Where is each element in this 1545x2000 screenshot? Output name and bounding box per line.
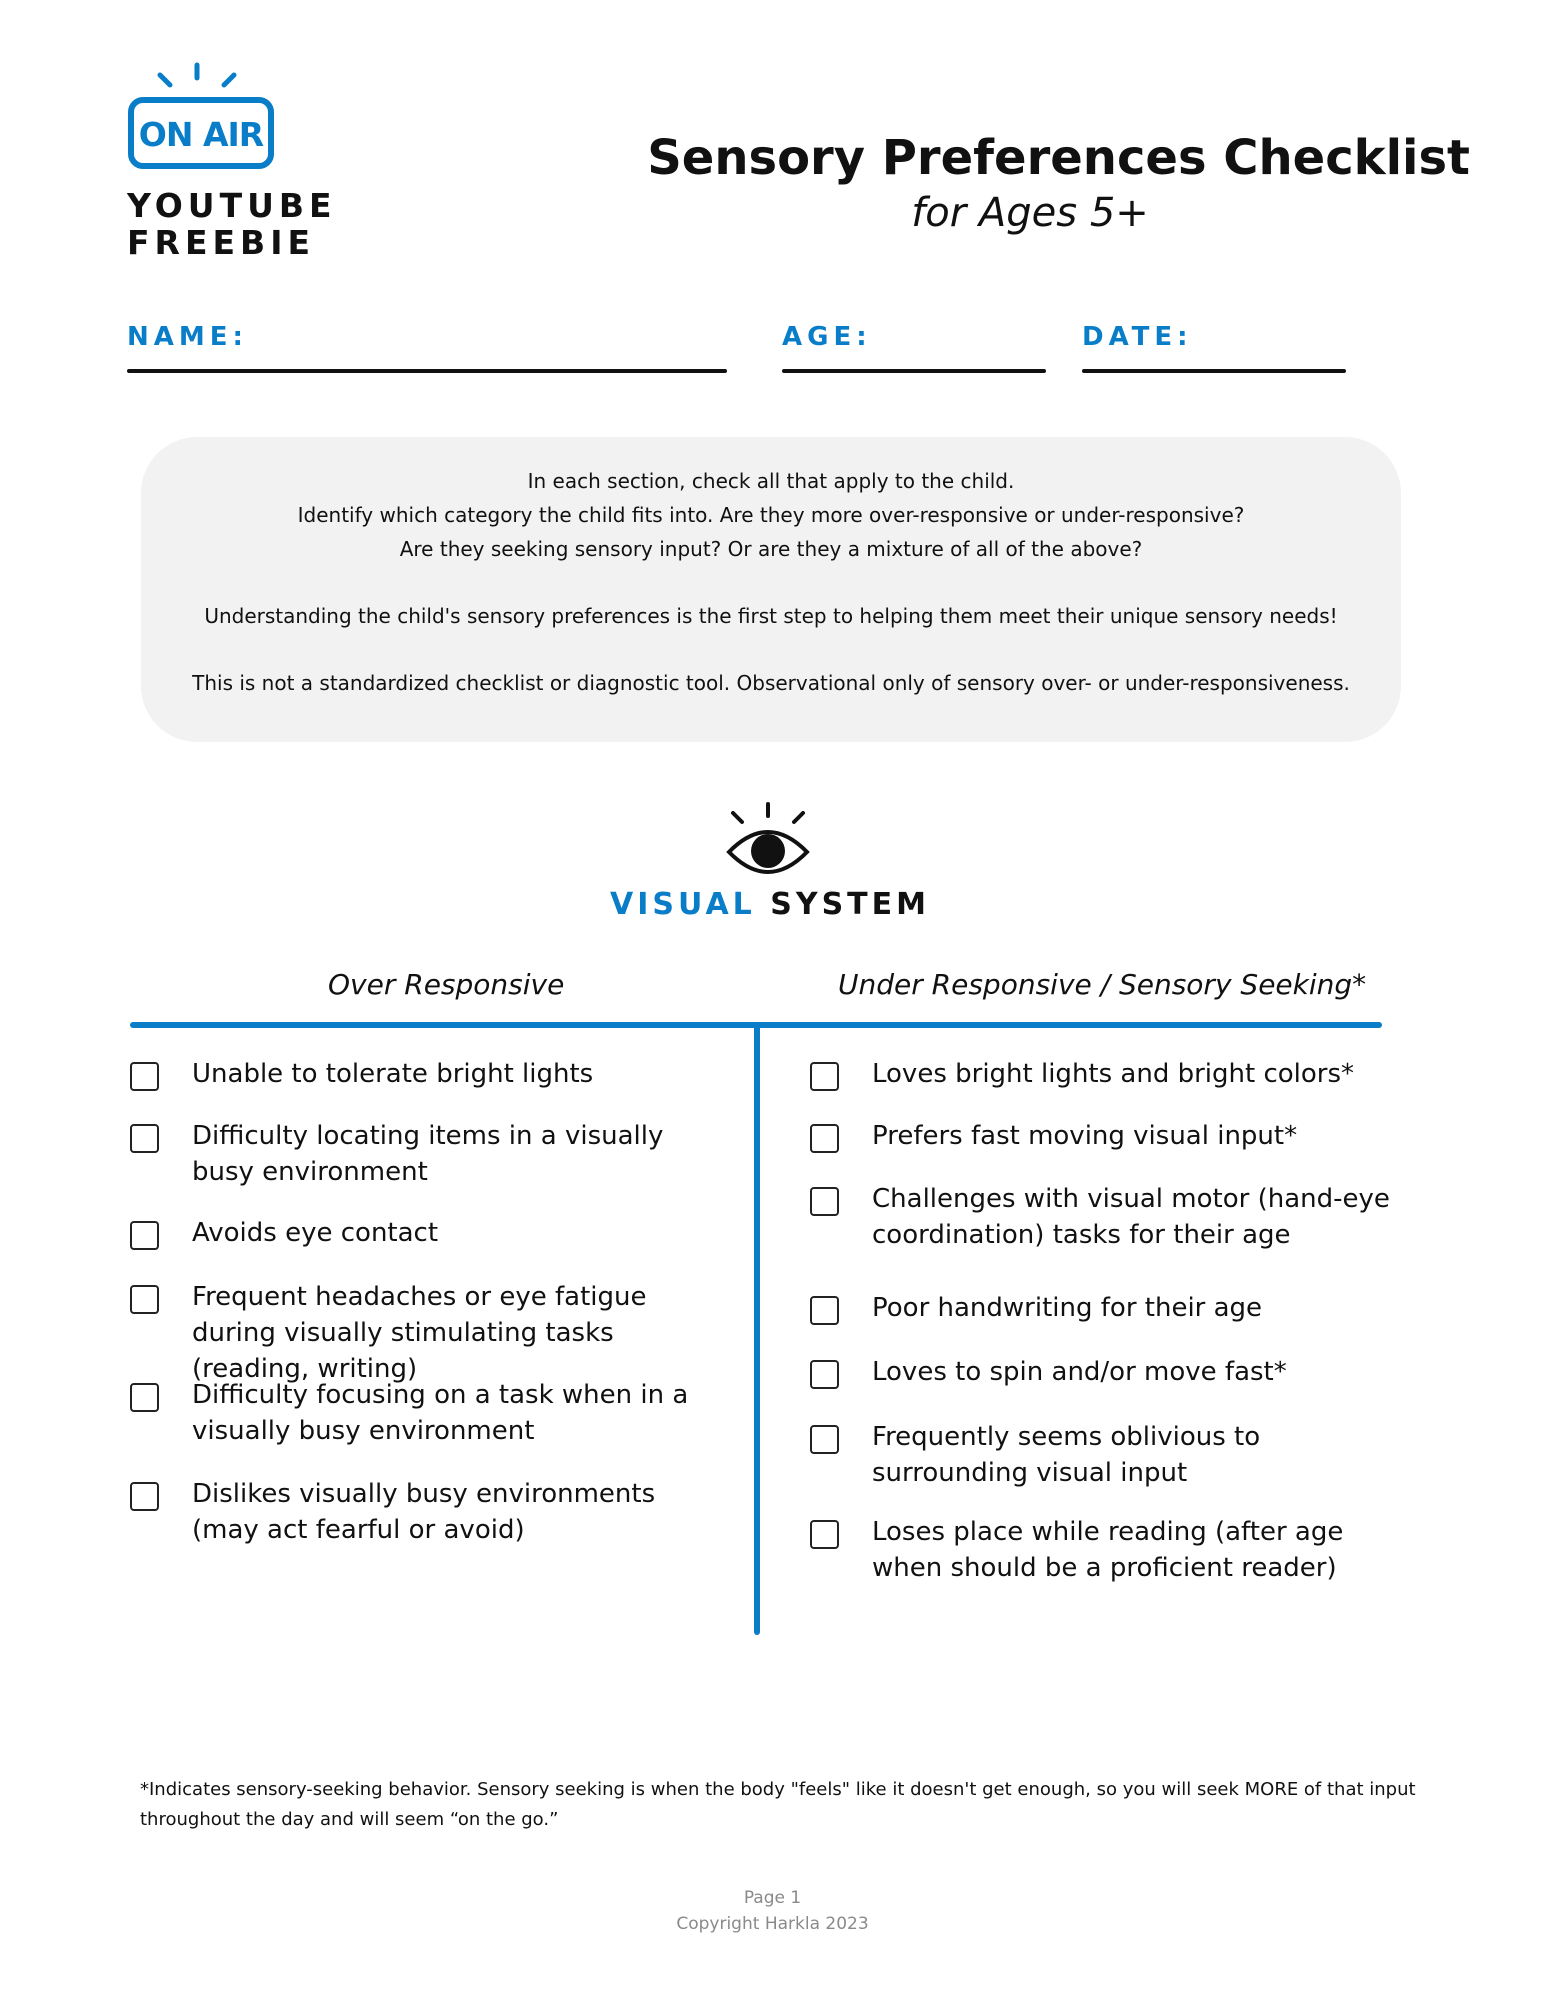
age-field[interactable] <box>782 369 1046 373</box>
checkbox[interactable] <box>130 1124 159 1153</box>
age-label: AGE: <box>782 322 872 352</box>
checklist-item-label: Poor handwriting for their age <box>872 1293 1263 1323</box>
checkbox[interactable] <box>810 1124 839 1153</box>
checklist-item-label: Dislikes visually busy environments (may act fearful or avoid) <box>192 1479 656 1545</box>
on-air-badge-text: ON AIR <box>138 115 264 154</box>
column-divider <box>754 1025 760 1635</box>
instructions-box <box>141 437 1401 742</box>
checklist-item-label: Challenges with visual motor (hand-eye coordination) tasks for their age <box>872 1184 1390 1250</box>
brand-line-2: FREEBIE <box>127 223 316 262</box>
checkbox[interactable] <box>810 1520 839 1549</box>
checklist-item-label: Frequent headaches or eye fatigue during visually stimulating tasks (reading, writing) <box>192 1282 647 1384</box>
checklist-item-label: Loves bright lights and bright colors* <box>872 1059 1355 1089</box>
under-responsive-heading: Under Responsive / Sensory Seeking* <box>838 968 1367 1001</box>
checklist-item-label: Loses place while reading (after age when should be a proficient reader) <box>872 1517 1344 1583</box>
date-label: DATE: <box>1082 322 1193 352</box>
checkbox[interactable] <box>130 1062 159 1091</box>
section-title <box>470 887 1070 922</box>
page-subtitle: for Ages 5+ <box>911 190 1149 236</box>
instruction-line-1: In each section, check all that apply to the child. <box>527 469 1015 493</box>
checklist-item-label: Avoids eye contact <box>192 1218 439 1248</box>
checklist-item-label: Difficulty focusing on a task when in a visually busy environment <box>192 1380 689 1446</box>
checklist-item-label: Frequently seems oblivious to surrounding visual input <box>872 1422 1261 1488</box>
checkbox[interactable] <box>130 1383 159 1412</box>
date-field[interactable] <box>1082 369 1346 373</box>
checkbox[interactable] <box>810 1296 839 1325</box>
checklist-item-label: Prefers fast moving visual input* <box>872 1121 1298 1151</box>
footnote: *Indicates sensory-seeking behavior. Sensory seeking is when the body "feels" like it doesn't get enough, so you will seek MORE of that input throughout the day and will seem “on the go.” <box>140 1779 1416 1830</box>
instruction-line-4: Understanding the child's sensory preferences is the first step to helping them meet their unique sensory needs! <box>204 604 1338 628</box>
instruction-line-3: Are they seeking sensory input? Or are they a mixture of all of the above? <box>399 537 1143 561</box>
checklist-item-label: Unable to tolerate bright lights <box>192 1059 594 1089</box>
checkbox[interactable] <box>130 1482 159 1511</box>
section-title-rest: SYSTEM <box>770 887 930 922</box>
checkbox[interactable] <box>130 1285 159 1314</box>
checkbox[interactable] <box>810 1062 839 1091</box>
disclaimer-line: This is not a standardized checklist or diagnostic tool. Observational only of sensory over- or under-responsiveness. <box>192 671 1350 695</box>
over-responsive-heading: Over Responsive <box>328 968 565 1001</box>
instruction-line-2: Identify which category the child fits into. Are they more over-responsive or under-responsive? <box>297 503 1245 527</box>
checkbox[interactable] <box>130 1221 159 1250</box>
checklist-item-label: Difficulty locating items in a visually busy environment <box>192 1121 664 1187</box>
on-air-logo <box>127 60 277 180</box>
eye-icon <box>725 802 811 880</box>
brand-line-1: YOUTUBE <box>127 186 337 225</box>
brand-text <box>127 187 337 261</box>
checkbox[interactable] <box>810 1360 839 1389</box>
checkbox[interactable] <box>810 1187 839 1216</box>
checklist-item-label: Loves to spin and/or move fast* <box>872 1357 1287 1387</box>
page-title: Sensory Preferences Checklist <box>647 130 1470 186</box>
name-label: NAME: <box>127 322 248 352</box>
name-field[interactable] <box>127 369 727 373</box>
section-title-accent: VISUAL <box>610 887 756 922</box>
checkbox[interactable] <box>810 1425 839 1454</box>
page-number: Page 1 <box>743 1888 802 1908</box>
copyright: Copyright Harkla 2023 <box>676 1914 869 1934</box>
